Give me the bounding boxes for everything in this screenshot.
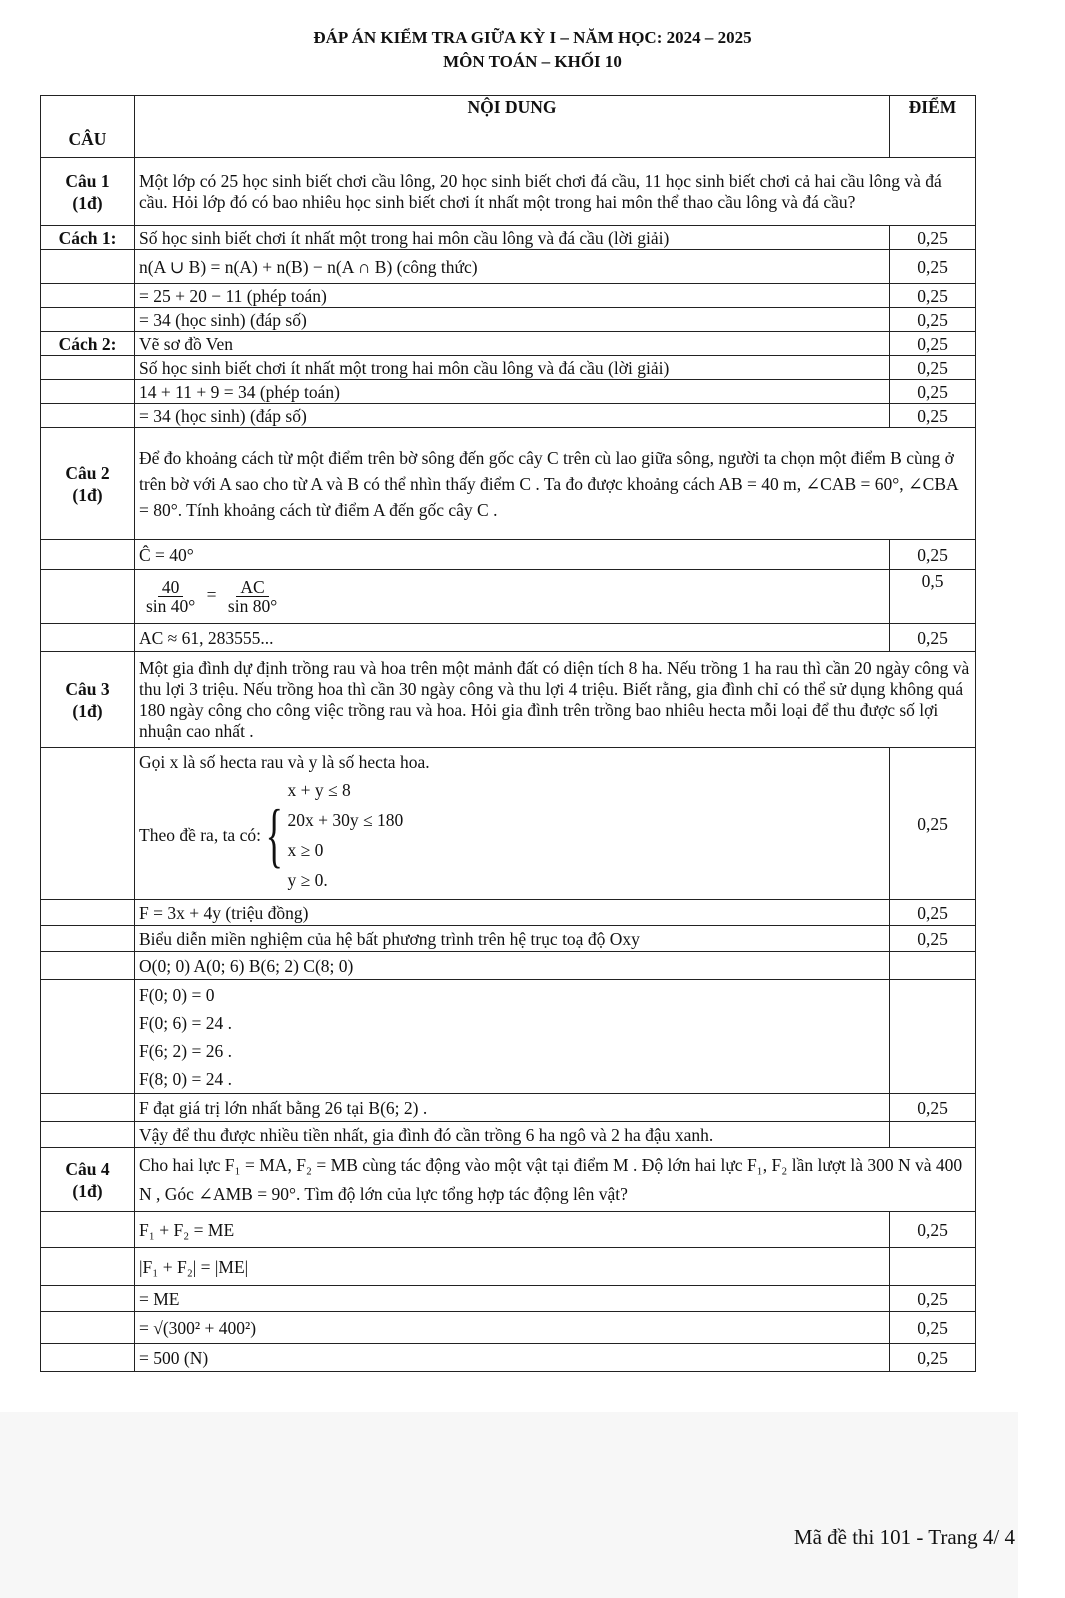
table-row bbox=[41, 380, 976, 404]
score: 0,5 bbox=[890, 570, 976, 624]
question-label: Câu 2 (1đ) bbox=[41, 428, 135, 540]
table-row bbox=[41, 926, 976, 952]
table-row bbox=[41, 540, 976, 570]
answer-step: Số học sinh biết chơi ít nhất một trong hai môn cầu lông và đá cầu (lời giải) bbox=[135, 356, 890, 380]
answer-step: Vẽ sơ đồ Ven bbox=[135, 332, 890, 356]
table-row bbox=[41, 1122, 976, 1148]
answer-step: Vậy để thu được nhiều tiền nhất, gia đình đó cần trồng 6 ha ngô và 2 ha đậu xanh. bbox=[135, 1122, 890, 1148]
table-row bbox=[41, 624, 976, 652]
score: 0,25 bbox=[890, 404, 976, 428]
score: 0,25 bbox=[890, 1344, 976, 1372]
table-row bbox=[41, 356, 976, 380]
table-row bbox=[41, 226, 976, 250]
table-row bbox=[41, 284, 976, 308]
answer-step: = ME bbox=[135, 1286, 890, 1312]
fraction: $\frac{AC}{\sin 80^\circ}$ bbox=[227, 577, 278, 616]
header-subtitle: MÔN TOÁN – KHỐI 10 bbox=[443, 52, 622, 71]
score: 0,25 bbox=[890, 226, 976, 250]
question-text: Một lớp có 25 học sinh biết chơi cầu lông, 20 học sinh biết chơi đá cầu, 11 học sinh biết chơi cả hai cầu lông và đá cầu. Hỏi lớp đó có bao nhiêu học sinh biết chơi ít nhất một trong hai môn thể thao cầu lông và đá cầu? bbox=[135, 158, 976, 226]
table-row bbox=[41, 308, 976, 332]
answer-step: = 34 (học sinh) (đáp số) bbox=[135, 308, 890, 332]
answer-step: AC ≈ 61, 283555... bbox=[135, 624, 890, 652]
answer-step: Gọi x là số hecta rau và y là số hecta hoa. Theo đề ra, ta có: { x + y ≤ 8 20x + 30y ≤ 180 x ≥ 0 y ≥ 0. bbox=[135, 748, 890, 900]
score: 0,25 bbox=[890, 308, 976, 332]
fraction: $\frac{40}{\sin 40^\circ}$ bbox=[146, 577, 196, 616]
score: 0,25 bbox=[890, 284, 976, 308]
answer-step: $\frac{40}{\sin 40^\circ}$ = $\frac{AC}{\sin 80^\circ}$ bbox=[135, 570, 890, 624]
table-row bbox=[41, 250, 976, 284]
score: 0,25 bbox=[890, 1286, 976, 1312]
table-row bbox=[41, 1312, 976, 1344]
table-row bbox=[41, 158, 976, 226]
score: 0,25 bbox=[890, 1094, 976, 1122]
question-text: Một gia đình dự định trồng rau và hoa trên một mảnh đất có diện tích 8 ha. Nếu trồng 1 ha rau thì cần 20 ngày công và thu lợi 3 triệu. Nếu trồng hoa thì cần 30 ngày công và thu lợi 4 triệu. Biết rằng, gia đình chỉ có thể sử dụng không quá 180 ngày công cho công việc trồng rau và hoa. Hỏi gia đình trên trồng bao nhiêu hecta mỗi loại để thu được số lợi nhuận cao nhất . bbox=[135, 652, 976, 748]
answer-step: 14 + 11 + 9 = 34 (phép toán) bbox=[135, 380, 890, 404]
answer-step: = 34 (học sinh) (đáp số) bbox=[135, 404, 890, 428]
score: 0,25 bbox=[890, 380, 976, 404]
table-row bbox=[41, 952, 976, 980]
answer-step: n(A ∪ B) = n(A) + n(B) − n(A ∩ B) (công thức) bbox=[135, 250, 890, 284]
method-label: Cách 1: bbox=[41, 226, 135, 250]
table-row bbox=[41, 1286, 976, 1312]
answer-step: F = 3x + 4y (triệu đồng) bbox=[135, 900, 890, 926]
table-row bbox=[41, 1094, 976, 1122]
score: 0,25 bbox=[890, 332, 976, 356]
answer-step: Ĉ = 40° bbox=[135, 540, 890, 570]
page-bottom-shade bbox=[0, 1412, 1018, 1598]
score: 0,25 bbox=[890, 1312, 976, 1344]
answer-step: F(0; 0) = 0 F(0; 6) = 24 . F(6; 2) = 26 . F(8; 0) = 24 . bbox=[135, 980, 890, 1094]
question-label: Câu 3 (1đ) bbox=[41, 652, 135, 748]
table-row bbox=[41, 1212, 976, 1248]
table-row bbox=[41, 1344, 976, 1372]
answer-step: Số học sinh biết chơi ít nhất một trong hai môn cầu lông và đá cầu (lời giải) bbox=[135, 226, 890, 250]
answer-step: = 500 (N) bbox=[135, 1344, 890, 1372]
question-text: Cho hai lực F₁ = MA, F₂ = MB cùng tác động vào một vật tại điểm M . Độ lớn hai lực F₁, F₂ lần lượt là 300 N và 400 N , Góc ∠AMB = 90°. Tìm độ lớn của lực tổng hợp tác động lên vật? bbox=[135, 1148, 976, 1212]
score: 0,25 bbox=[890, 900, 976, 926]
score: 0,25 bbox=[890, 356, 976, 380]
answer-step: O(0; 0) A(0; 6) B(6; 2) C(8; 0) bbox=[135, 952, 890, 980]
score: 0,25 bbox=[890, 926, 976, 952]
score: 0,25 bbox=[890, 624, 976, 652]
col-header-diem: ĐIỂM bbox=[890, 96, 976, 158]
table-row bbox=[41, 652, 976, 748]
answer-step: F₁ + F₂ = ME bbox=[135, 1212, 890, 1248]
table-row bbox=[41, 980, 976, 1094]
table-row bbox=[41, 900, 976, 926]
table-row bbox=[41, 332, 976, 356]
question-label: Câu 4 (1đ) bbox=[41, 1148, 135, 1212]
score: 0,25 bbox=[890, 1212, 976, 1248]
score: 0,25 bbox=[890, 540, 976, 570]
col-header-noi-dung: NỘI DUNG bbox=[135, 96, 890, 158]
page-footer: Mã đề thi 101 - Trang 4/ 4 bbox=[793, 1525, 1015, 1549]
header-title: ĐÁP ÁN KIỂM TRA GIỮA KỲ I – NĂM HỌC: 2024 – 2025 bbox=[313, 28, 752, 47]
question-text: Để đo khoảng cách từ một điểm trên bờ sông đến gốc cây C trên cù lao giữa sông, người ta chọn một điểm B cùng ở trên bờ với A sao cho từ A và B có thể nhìn thấy điểm C . Ta đo được khoảng cách AB = 40 m, ∠CAB = 60°, ∠CBA = 80°. Tính khoảng cách từ điểm A đến gốc cây C . bbox=[135, 428, 976, 540]
answer-step: Biểu diễn miền nghiệm của hệ bất phương trình trên hệ trục toạ độ Oxy bbox=[135, 926, 890, 952]
table-row bbox=[41, 1148, 976, 1212]
question-label: Câu 1 (1đ) bbox=[41, 158, 135, 226]
answer-step: |F₁ + F₂| = |ME| bbox=[135, 1248, 890, 1286]
table-row bbox=[41, 748, 976, 900]
table-row bbox=[41, 404, 976, 428]
score: 0,25 bbox=[890, 748, 976, 900]
method-label: Cách 2: bbox=[41, 332, 135, 356]
answer-step: = √(300² + 400²) bbox=[135, 1312, 890, 1344]
document-header bbox=[0, 26, 1065, 74]
answer-step: = 25 + 20 − 11 (phép toán) bbox=[135, 284, 890, 308]
score: 0,25 bbox=[890, 250, 976, 284]
col-header-cau: CÂU bbox=[41, 96, 135, 158]
table-header-row bbox=[41, 96, 976, 158]
table-row bbox=[41, 1248, 976, 1286]
answer-table bbox=[40, 95, 976, 1372]
table-row bbox=[41, 570, 976, 624]
answer-step: F đạt giá trị lớn nhất bằng 26 tại B(6; 2) . bbox=[135, 1094, 890, 1122]
inequality-system: { x + y ≤ 8 20x + 30y ≤ 180 x ≥ 0 y ≥ 0. bbox=[265, 780, 404, 890]
table-row bbox=[41, 428, 976, 540]
